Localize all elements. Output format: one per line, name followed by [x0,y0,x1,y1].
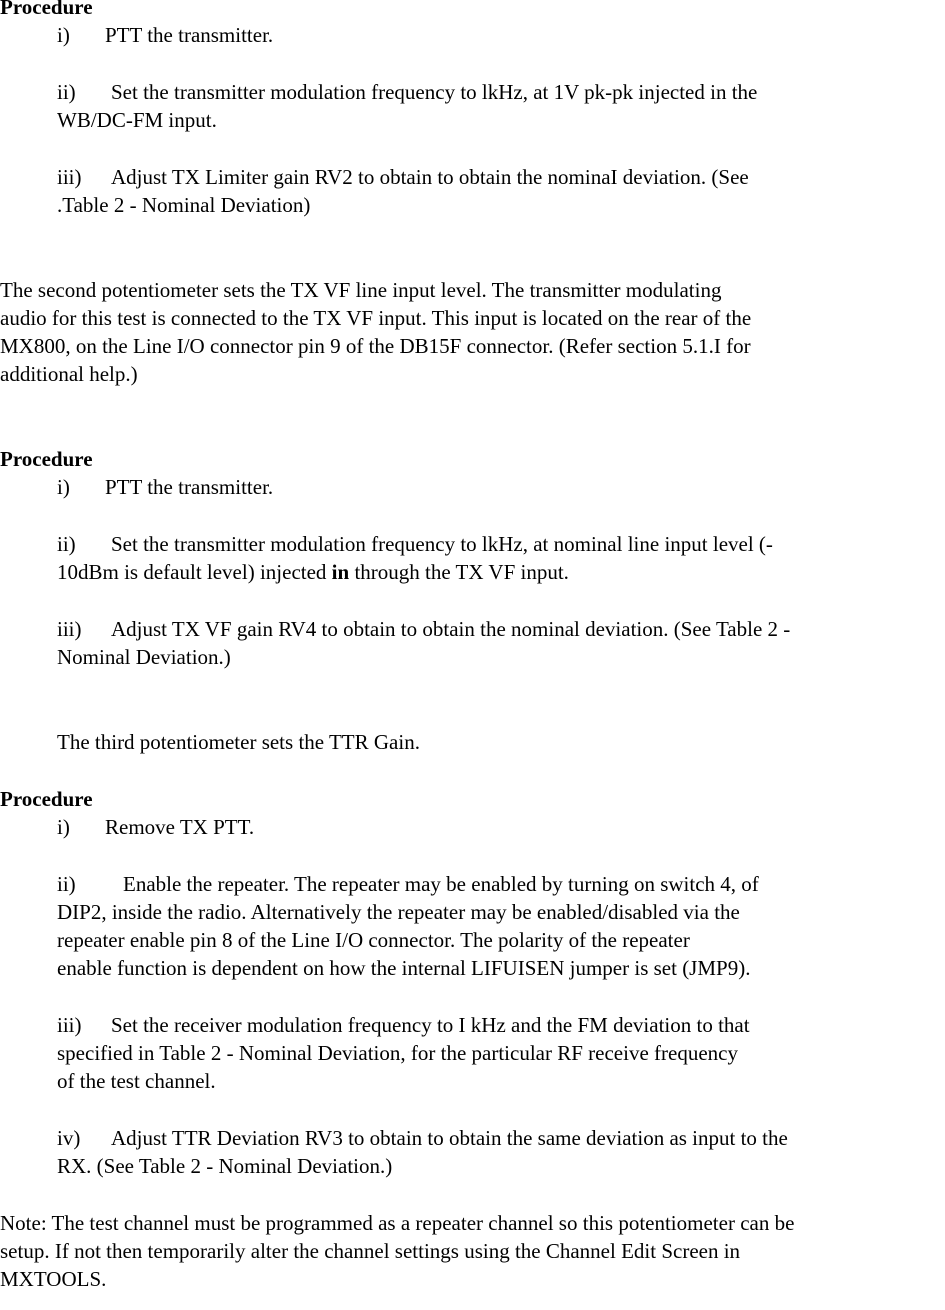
step-text: WB/DC-FM input. [57,108,217,132]
step-text: Adjust TTR Deviation RV3 to obtain to obtain the same deviation as input to the [111,1126,788,1150]
procedure-heading-3: Procedure [0,787,93,811]
step-text-line [57,558,945,586]
step-number: ii) [57,532,76,556]
step-3-1 [57,813,945,841]
note-paragraph [0,1209,945,1293]
step-text: Set the receiver modulation frequency to I kHz and the FM deviation to that [111,1013,750,1037]
paragraph-line: MX800, on the Line I/O connector pin 9 of the DB15F connector. (Refer section 5.1.I for [0,334,751,358]
note-line: MXTOOLS. [0,1267,107,1291]
paragraph-line: additional help.) [0,362,138,386]
step-text: of the test channel. [57,1069,216,1093]
step-text: Nominal Deviation.) [57,645,231,669]
step-text: Remove TX PTT. [105,815,255,839]
note-line: Note: The test channel must be programmed as a repeater channel so this potentiometer can be [0,1211,795,1235]
procedure-heading-1: Procedure [0,0,93,19]
step-text: repeater enable pin 8 of the Line I/O connector. The polarity of the repeater [57,928,690,952]
note-line: setup. If not then temporarily alter the channel settings using the Channel Edit Screen in [0,1239,741,1263]
step-text: Adjust TX VF gain RV4 to obtain to obtain the nominal deviation. (See Table 2 - [111,617,791,641]
bold-in: in [331,560,350,584]
step-number: iii) [57,617,82,641]
step-text: specified in Table 2 - Nominal Deviation, for the particular RF receive frequency [57,1041,738,1065]
step-number: ii) [57,872,76,896]
step-text: .Table 2 - Nominal Deviation) [57,193,311,217]
step-text: Set the transmitter modulation frequency to lkHz, at 1V pk-pk injected in the [111,80,758,104]
step-2-2 [57,530,945,586]
procedure-heading-2: Procedure [0,447,93,471]
step-text: Enable the repeater. The repeater may be enabled by turning on switch 4, of [123,872,759,896]
step-3-4 [57,1124,945,1180]
step-number: iii) [57,1013,82,1037]
step-1-3 [57,163,945,219]
step-number: iv) [57,1126,81,1150]
step-text: Adjust TX Limiter gain RV2 to obtain to obtain the nominaI deviation. (See [111,165,749,189]
paragraph-ttr: The third potentiometer sets the TTR Gain. [57,730,420,754]
step-text: through the TX VF input. [349,560,569,584]
paragraph-tx-vf [0,276,945,388]
paragraph-line: The second potentiometer sets the TX VF line input level. The transmitter modulating [0,278,722,302]
step-text: RX. (See Table 2 - Nominal Deviation.) [57,1154,393,1178]
step-text: PTT the transmitter. [105,23,274,47]
step-number: i) [57,23,70,47]
step-text: DIP2, inside the radio. Alternatively the repeater may be enabled/disabled via the [57,900,740,924]
step-3-2 [57,870,945,982]
step-text: 10dBm is default level) injected [57,560,332,584]
step-2-3 [57,615,945,671]
step-number: i) [57,475,70,499]
step-1-1 [57,21,945,49]
step-number: iii) [57,165,82,189]
step-1-2 [57,78,945,134]
step-number: i) [57,815,70,839]
step-number: ii) [57,80,76,104]
step-text: Set the transmitter modulation frequency to lkHz, at nominal line input level (- [111,532,773,556]
paragraph-line: audio for this test is connected to the TX VF input. This input is located on the rear of the [0,306,752,330]
step-text: enable function is dependent on how the internal LIFUISEN jumper is set (JMP9). [57,956,751,980]
step-3-3 [57,1011,945,1095]
step-text: PTT the transmitter. [105,475,274,499]
step-2-1 [57,473,945,501]
